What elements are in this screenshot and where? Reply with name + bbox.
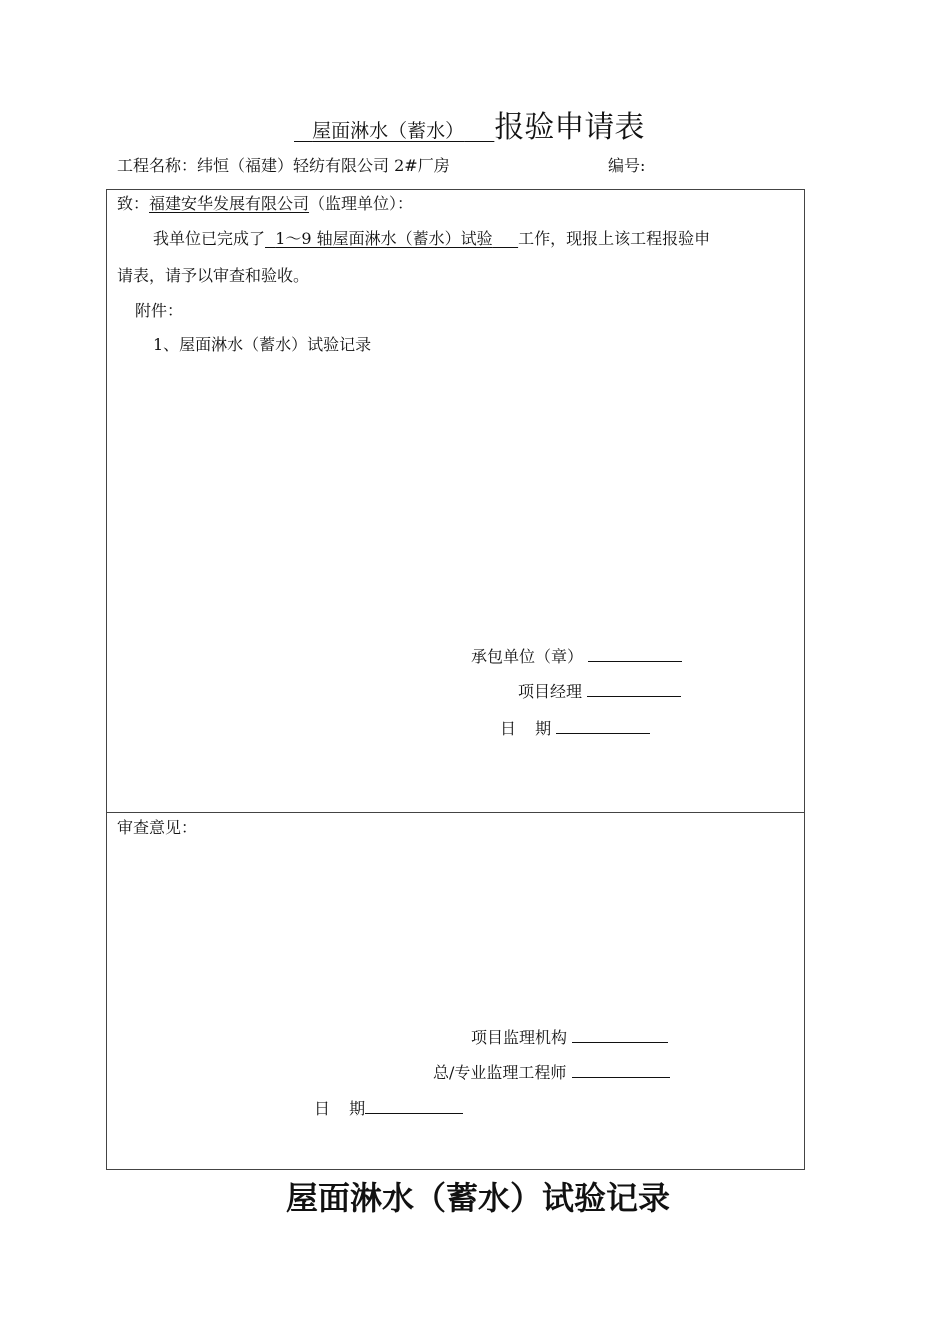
- manager-label: 项目经理: [518, 682, 583, 701]
- section-divider: [107, 812, 804, 813]
- body-prefix: 我单位已完成了: [153, 229, 266, 248]
- project-label: 工程名称：: [117, 156, 198, 175]
- attachment-item: 1、屋面淋水（蓄水）试验记录: [153, 335, 372, 354]
- application-date-blank: [556, 719, 650, 734]
- engineer-blank: [572, 1063, 670, 1078]
- project-name-line: [117, 155, 450, 177]
- form-title: [294, 108, 644, 151]
- contractor-signature-line: [471, 646, 682, 668]
- title-main: 报验申请表: [494, 110, 645, 145]
- contractor-label: 承包单位（章）: [471, 647, 584, 666]
- to-line: [117, 193, 413, 215]
- body-line-1: [153, 228, 710, 250]
- test-record-title: 屋面淋水（蓄水）试验记录: [286, 1179, 671, 1217]
- agency-signature-line: [471, 1027, 668, 1049]
- number-label: 编号:: [608, 156, 646, 175]
- supervisor-suffix: （监理单位）：: [309, 194, 414, 213]
- title-prefix: 屋面淋水（蓄水）: [312, 120, 465, 142]
- contractor-blank: [588, 647, 682, 662]
- manager-signature-line: [518, 681, 681, 703]
- agency-blank: [572, 1028, 668, 1043]
- agency-label: 项目监理机构: [471, 1028, 568, 1047]
- application-date-line: [500, 718, 650, 740]
- application-date-label: 日 期: [500, 719, 552, 738]
- manager-blank: [587, 682, 681, 697]
- engineer-signature-line: [433, 1062, 670, 1084]
- review-date-blank: [365, 1099, 463, 1114]
- engineer-label: 总/专业监理工程师: [433, 1063, 567, 1082]
- project-name: 纬恒（福建）轻纺有限公司 2#厂房: [197, 156, 450, 175]
- work-item: 1～9 轴屋面淋水（蓄水）试验: [275, 229, 493, 248]
- body-suffix-1: 工作，现报上该工程报验申: [518, 229, 711, 248]
- to-label: 致：: [117, 194, 150, 213]
- review-date-label: 日 期: [314, 1099, 366, 1118]
- review-date-line: [314, 1098, 463, 1120]
- supervisor-company: 福建安华发展有限公司: [149, 194, 310, 213]
- form-table: [106, 189, 805, 1170]
- attachments-label: 附件：: [135, 301, 184, 320]
- body-line-2: 请表，请予以审查和验收。: [117, 266, 310, 285]
- review-opinion-label: 审查意见：: [117, 818, 198, 837]
